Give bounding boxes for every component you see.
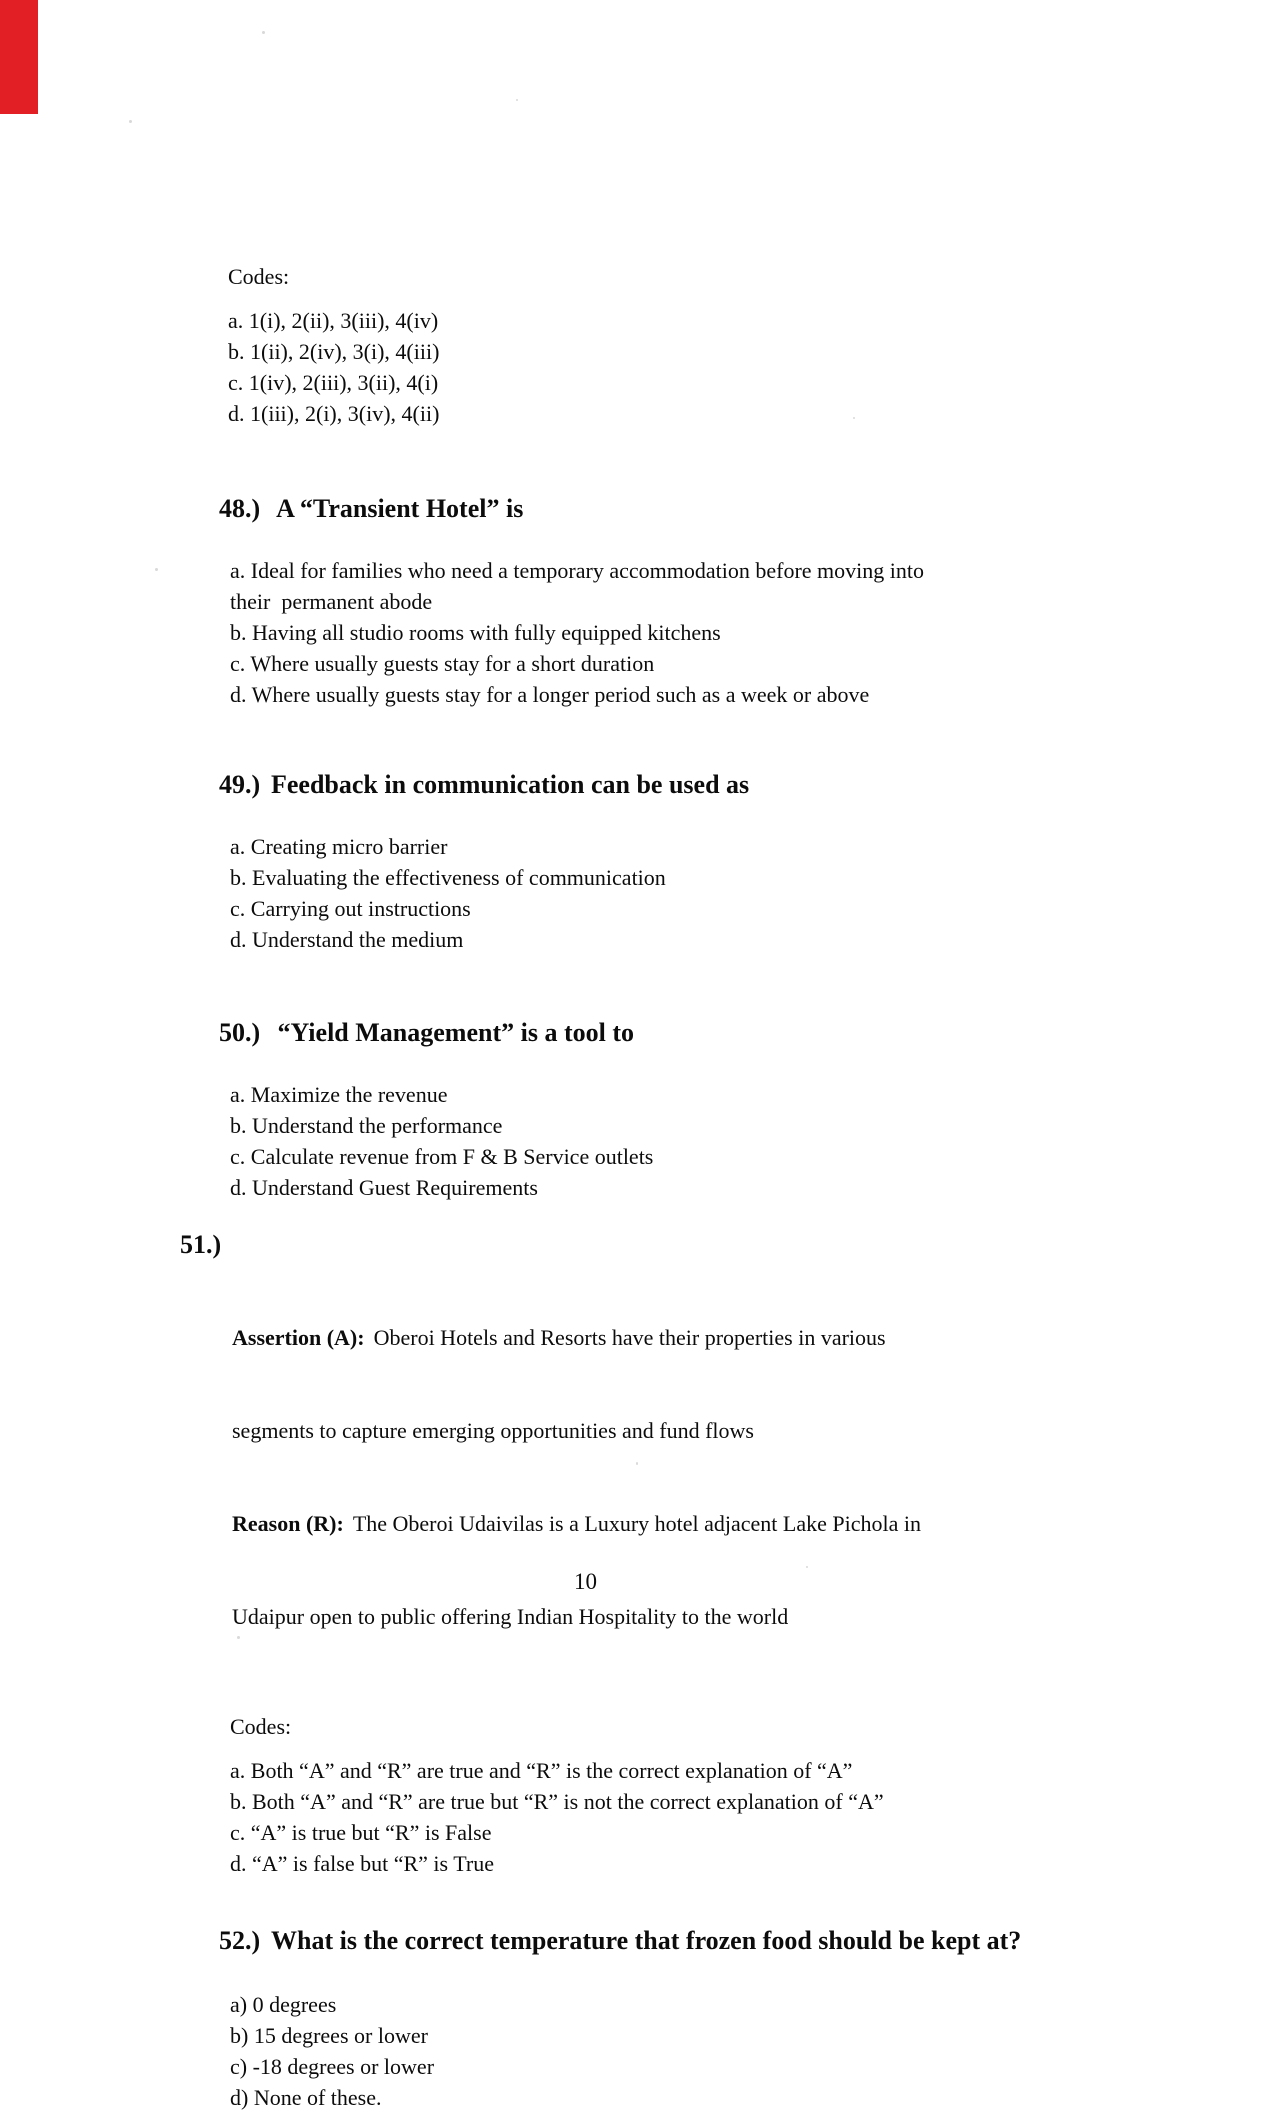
- q52-option-b: b) 15 degrees or lower: [230, 2023, 428, 2048]
- codes-label: Codes:: [228, 264, 290, 289]
- question-51-number: 51.): [180, 1230, 222, 1259]
- question-50-options: [180, 1079, 1200, 1203]
- q48-option-c: c. Where usually guests stay for a short duration: [230, 651, 655, 676]
- q50-option-c: c. Calculate revenue from F & B Service outlets: [230, 1144, 654, 1169]
- scan-speck: [155, 568, 158, 571]
- scan-corner-mark: [0, 0, 38, 114]
- q50-option-d: d. Understand Guest Requirements: [230, 1175, 538, 1200]
- reason-label: Reason (R):: [232, 1511, 344, 1536]
- reason-text: The Oberoi Udaivilas is a Luxury hotel adjacent Lake Pichola in: [352, 1511, 921, 1536]
- q49-option-b: b. Evaluating the effectiveness of communication: [230, 865, 666, 890]
- question-50-number: 50.): [219, 1018, 261, 1047]
- scan-speck: [516, 99, 518, 101]
- page-content: [180, 261, 1200, 2113]
- question-52-title: What is the correct temperature that frozen food should be kept at?: [271, 1926, 1022, 1955]
- q49-option-c: c. Carrying out instructions: [230, 896, 471, 921]
- question-52-options: [180, 1989, 1200, 2113]
- q48-option-a: a. Ideal for families who need a temporary accommodation before moving into: [230, 558, 924, 583]
- q51-option-c: c. “A” is true but “R” is False: [230, 1820, 492, 1845]
- q51-reason-line2: Udaipur open to public offering Indian Hospitality to the world: [232, 1604, 789, 1629]
- scan-speck: [262, 31, 265, 34]
- code-option-c: c. 1(iv), 2(iii), 3(ii), 4(i): [228, 370, 439, 395]
- q49-option-a: a. Creating micro barrier: [230, 834, 448, 859]
- question-49-heading: [180, 738, 1200, 831]
- code-option-a: a. 1(i), 2(ii), 3(iii), 4(iv): [228, 308, 439, 333]
- q48-option-d: d. Where usually guests stay for a longer period such as a week or above: [230, 682, 870, 707]
- q52-option-c: c) -18 degrees or lower: [230, 2054, 435, 2079]
- question-49-options: [180, 831, 1200, 955]
- q51-codes-label: Codes:: [230, 1714, 292, 1739]
- assertion-label: Assertion (A):: [232, 1325, 365, 1350]
- question-49-title: Feedback in communication can be used as: [271, 770, 750, 799]
- q51-option-d: d. “A” is false but “R” is True: [230, 1851, 494, 1876]
- question-48-title: A “Transient Hotel” is: [271, 494, 524, 523]
- question-48-heading: [180, 462, 1200, 555]
- scan-speck: [129, 120, 132, 123]
- q51-assertion-line2: segments to capture emerging opportunities and fund flows: [232, 1418, 754, 1443]
- question-52-number: 52.): [219, 1926, 261, 1955]
- question-49-number: 49.): [219, 770, 261, 799]
- q51-assertion-line1: [232, 1322, 1200, 1353]
- q52-option-d: d) None of these.: [230, 2085, 382, 2110]
- question-51-body: [180, 1229, 1200, 1694]
- question-48-number: 48.): [219, 494, 261, 523]
- question-48-options: [180, 555, 1200, 710]
- code-option-b: b. 1(ii), 2(iv), 3(i), 4(iii): [228, 339, 440, 364]
- question-50-heading: [180, 986, 1200, 1079]
- code-option-d: d. 1(iii), 2(i), 3(iv), 4(ii): [228, 401, 440, 426]
- question-52-heading: [180, 1894, 1200, 1987]
- assertion-text: Oberoi Hotels and Resorts have their properties in various: [373, 1325, 886, 1350]
- question-51-options: [180, 1755, 1200, 1879]
- q49-option-d: d. Understand the medium: [230, 927, 464, 952]
- q50-option-b: b. Understand the performance: [230, 1113, 503, 1138]
- q48-option-b: b. Having all studio rooms with fully equipped kitchens: [230, 620, 721, 645]
- q51-option-b: b. Both “A” and “R” are true but “R” is not the correct explanation of “A”: [230, 1789, 884, 1814]
- q51-option-a: a. Both “A” and “R” are true and “R” is the correct explanation of “A”: [230, 1758, 853, 1783]
- q51-reason-line1: [232, 1508, 1200, 1539]
- page-number: 10: [574, 1569, 597, 1594]
- q52-option-a: a) 0 degrees: [230, 1992, 337, 2017]
- q50-option-a: a. Maximize the revenue: [230, 1082, 448, 1107]
- q48-option-a-continuation: their permanent abode: [230, 589, 433, 614]
- codes-options: [180, 305, 1200, 429]
- question-50-title: “Yield Management” is a tool to: [271, 1018, 634, 1047]
